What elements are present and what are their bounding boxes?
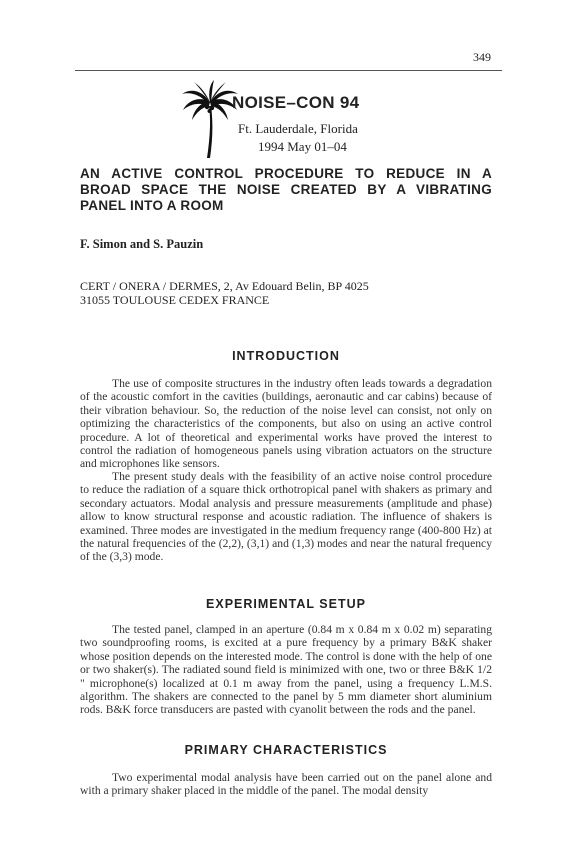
primary-characteristics-heading: PRIMARY CHARACTERISTICS [184, 743, 388, 757]
primary-characteristics-paragraph: Two experimental modal analysis have been carried out on the panel alone and with a primary shaker placed in the middle of the panel. The modal density [80, 771, 492, 798]
palm-tree-logo [180, 80, 240, 160]
experimental-setup-paragraph: The tested panel, clamped in an aperture (0.84 m x 0.84 m x 0.02 m) separating two soundproofing rooms, is excited at a pure frequency by a primary B&K shaker whose position depends on the interested mode. The control is done with the help of one or two shaker(s). The radiated sound field is minimized with one, two or three B&K 1/2 " microphone(s) localized at 0.1 m away from the panel, using a frequency L.M.S. algorithm. The shakers are connected to the panel by 5 mm diameter short aluminium rods. B&K force transducers are pasted with cyanolit between the rods and the panel. [80, 623, 492, 717]
page-number: 349 [473, 50, 491, 64]
authors: F. Simon and S. Pauzin [80, 237, 204, 251]
introduction-paragraph-1: The use of composite structures in the industry often leads towards a degradation of the acoustic comfort in the cavities (buildings, aeronautic and car cabins) because of their vibration behaviour. So, the reduction of the noise level can consist, not only on optimizing the characteristics of the components, but also on using an active control procedure. A lot of theoretical and experimental works have proved the interest to control the radiation of homogeneous panels using vibration actuators on the structure and microphones like sensors. [80, 377, 492, 471]
experimental-setup-heading: EXPERIMENTAL SETUP [206, 597, 366, 611]
affiliation-line-1: CERT / ONERA / DERMES, 2, Av Edouard Belin, BP 4025 [80, 279, 369, 293]
conference-location: Ft. Lauderdale, Florida [238, 121, 358, 136]
conference-name: NOISE–CON 94 [232, 93, 360, 112]
conference-date: 1994 May 01–04 [258, 139, 347, 154]
header-rule [75, 70, 502, 71]
affiliation-line-2: 31055 TOULOUSE CEDEX FRANCE [80, 293, 270, 307]
introduction-heading: INTRODUCTION [232, 349, 340, 363]
introduction-paragraph-2: The present study deals with the feasibility of an active noise control procedure to reduce the radiation of a square thick orthotropical panel with shakers as primary and secondary actuators. Modal analysis and pressure measurements (amplitude and phase) allow to know structural response and acoustic radiation. The influence of shakers is examined. Three modes are investigated in the medium frequency range (400-800 Hz) at the natural frequencies of the (2,2), (3,1) and (1,3) modes and near the natural frequency of the (3,3) mode. [80, 470, 492, 564]
paper-title: AN ACTIVE CONTROL PROCEDURE TO REDUCE IN A BROAD SPACE THE NOISE CREATED BY A VIBRATING PANEL INTO A ROOM [80, 166, 492, 213]
